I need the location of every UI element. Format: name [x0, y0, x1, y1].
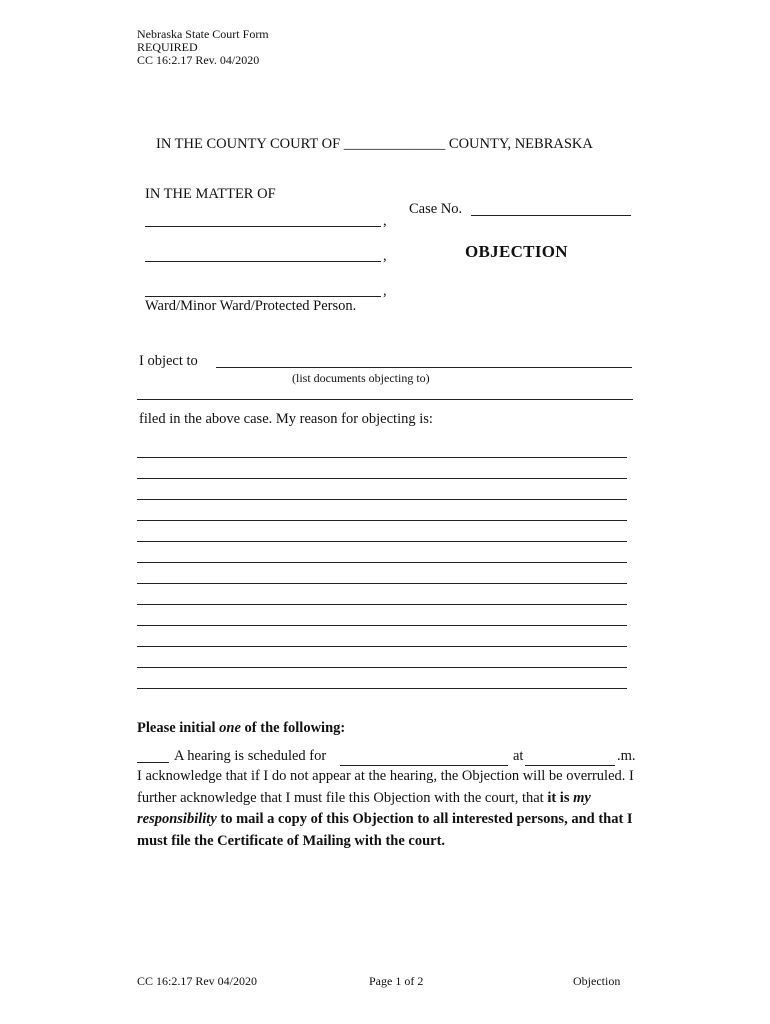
party-comma-1: , [383, 213, 387, 229]
reason-line[interactable] [137, 604, 627, 605]
acknowledgement-text: I acknowledge that if I do not appear at the hearing, the Objection will be overruled. I further acknowledge that I must file this Objection with the court, that [137, 768, 634, 806]
reason-line[interactable] [137, 667, 627, 668]
case-no-field[interactable] [471, 215, 631, 216]
reason-line[interactable] [137, 646, 627, 647]
acknowledgement-bold-2: to mail a copy of this Objection to all interested persons, and that I must file the Certificate of Mailing with the court. [137, 811, 633, 849]
objected-documents-field-2[interactable] [137, 399, 633, 400]
reason-line[interactable] [137, 520, 627, 521]
reason-line[interactable] [137, 583, 627, 584]
footer-form-id: CC 16:2.17 Rev 04/2020 [137, 974, 258, 988]
court-heading-prefix: IN THE COUNTY COURT OF [156, 136, 341, 152]
reason-line[interactable] [137, 688, 627, 689]
reason-line[interactable] [137, 541, 627, 542]
case-no-label: Case No. [409, 201, 463, 217]
hearing-at-label: at [513, 748, 524, 764]
form-revision-label: CC 16:2.17 Rev. 04/2020 [137, 53, 260, 67]
initial-heading-post: of the following: [240, 720, 346, 736]
county-name-blank[interactable]: ______________ [343, 136, 446, 152]
party-name-field-1[interactable] [145, 226, 381, 227]
party-comma-3: , [383, 283, 387, 299]
footer-document-name: Objection [573, 974, 621, 988]
initial-field[interactable] [137, 762, 169, 763]
reason-line[interactable] [137, 562, 627, 563]
in-matter-of-label: IN THE MATTER OF [145, 186, 276, 202]
party-name-field-2[interactable] [145, 261, 381, 262]
object-to-label: I object to [139, 353, 198, 369]
objected-documents-field[interactable] [216, 367, 632, 368]
reason-line[interactable] [137, 478, 627, 479]
reason-line[interactable] [137, 625, 627, 626]
form-source-label: Nebraska State Court Form [137, 27, 269, 41]
reason-line[interactable] [137, 457, 627, 458]
acknowledgement-bold-1: it is [547, 789, 574, 806]
filed-text: filed in the above case. My reason for objecting is: [139, 411, 433, 427]
party-role-label: Ward/Minor Ward/Protected Person. [145, 298, 357, 314]
party-comma-2: , [383, 248, 387, 264]
party-name-field-3[interactable] [145, 296, 381, 297]
hearing-am-pm-label: .m. [617, 748, 636, 764]
required-label: REQUIRED [137, 40, 198, 54]
reason-line[interactable] [137, 499, 627, 500]
initial-heading-emphasis: one [219, 720, 241, 736]
court-heading [156, 136, 593, 153]
responsibility-emphasis: my responsibility [137, 789, 591, 827]
initial-heading-pre: Please initial [137, 720, 220, 736]
initial-heading [137, 720, 345, 737]
document-title: OBJECTION [465, 242, 568, 261]
objected-documents-hint: (list documents objecting to) [292, 371, 430, 385]
hearing-scheduled-label: A hearing is scheduled for [174, 748, 327, 764]
footer-page-number: Page 1 of 2 [369, 974, 424, 988]
court-heading-suffix: COUNTY, NEBRASKA [448, 136, 593, 152]
acknowledgement-paragraph [137, 766, 657, 852]
